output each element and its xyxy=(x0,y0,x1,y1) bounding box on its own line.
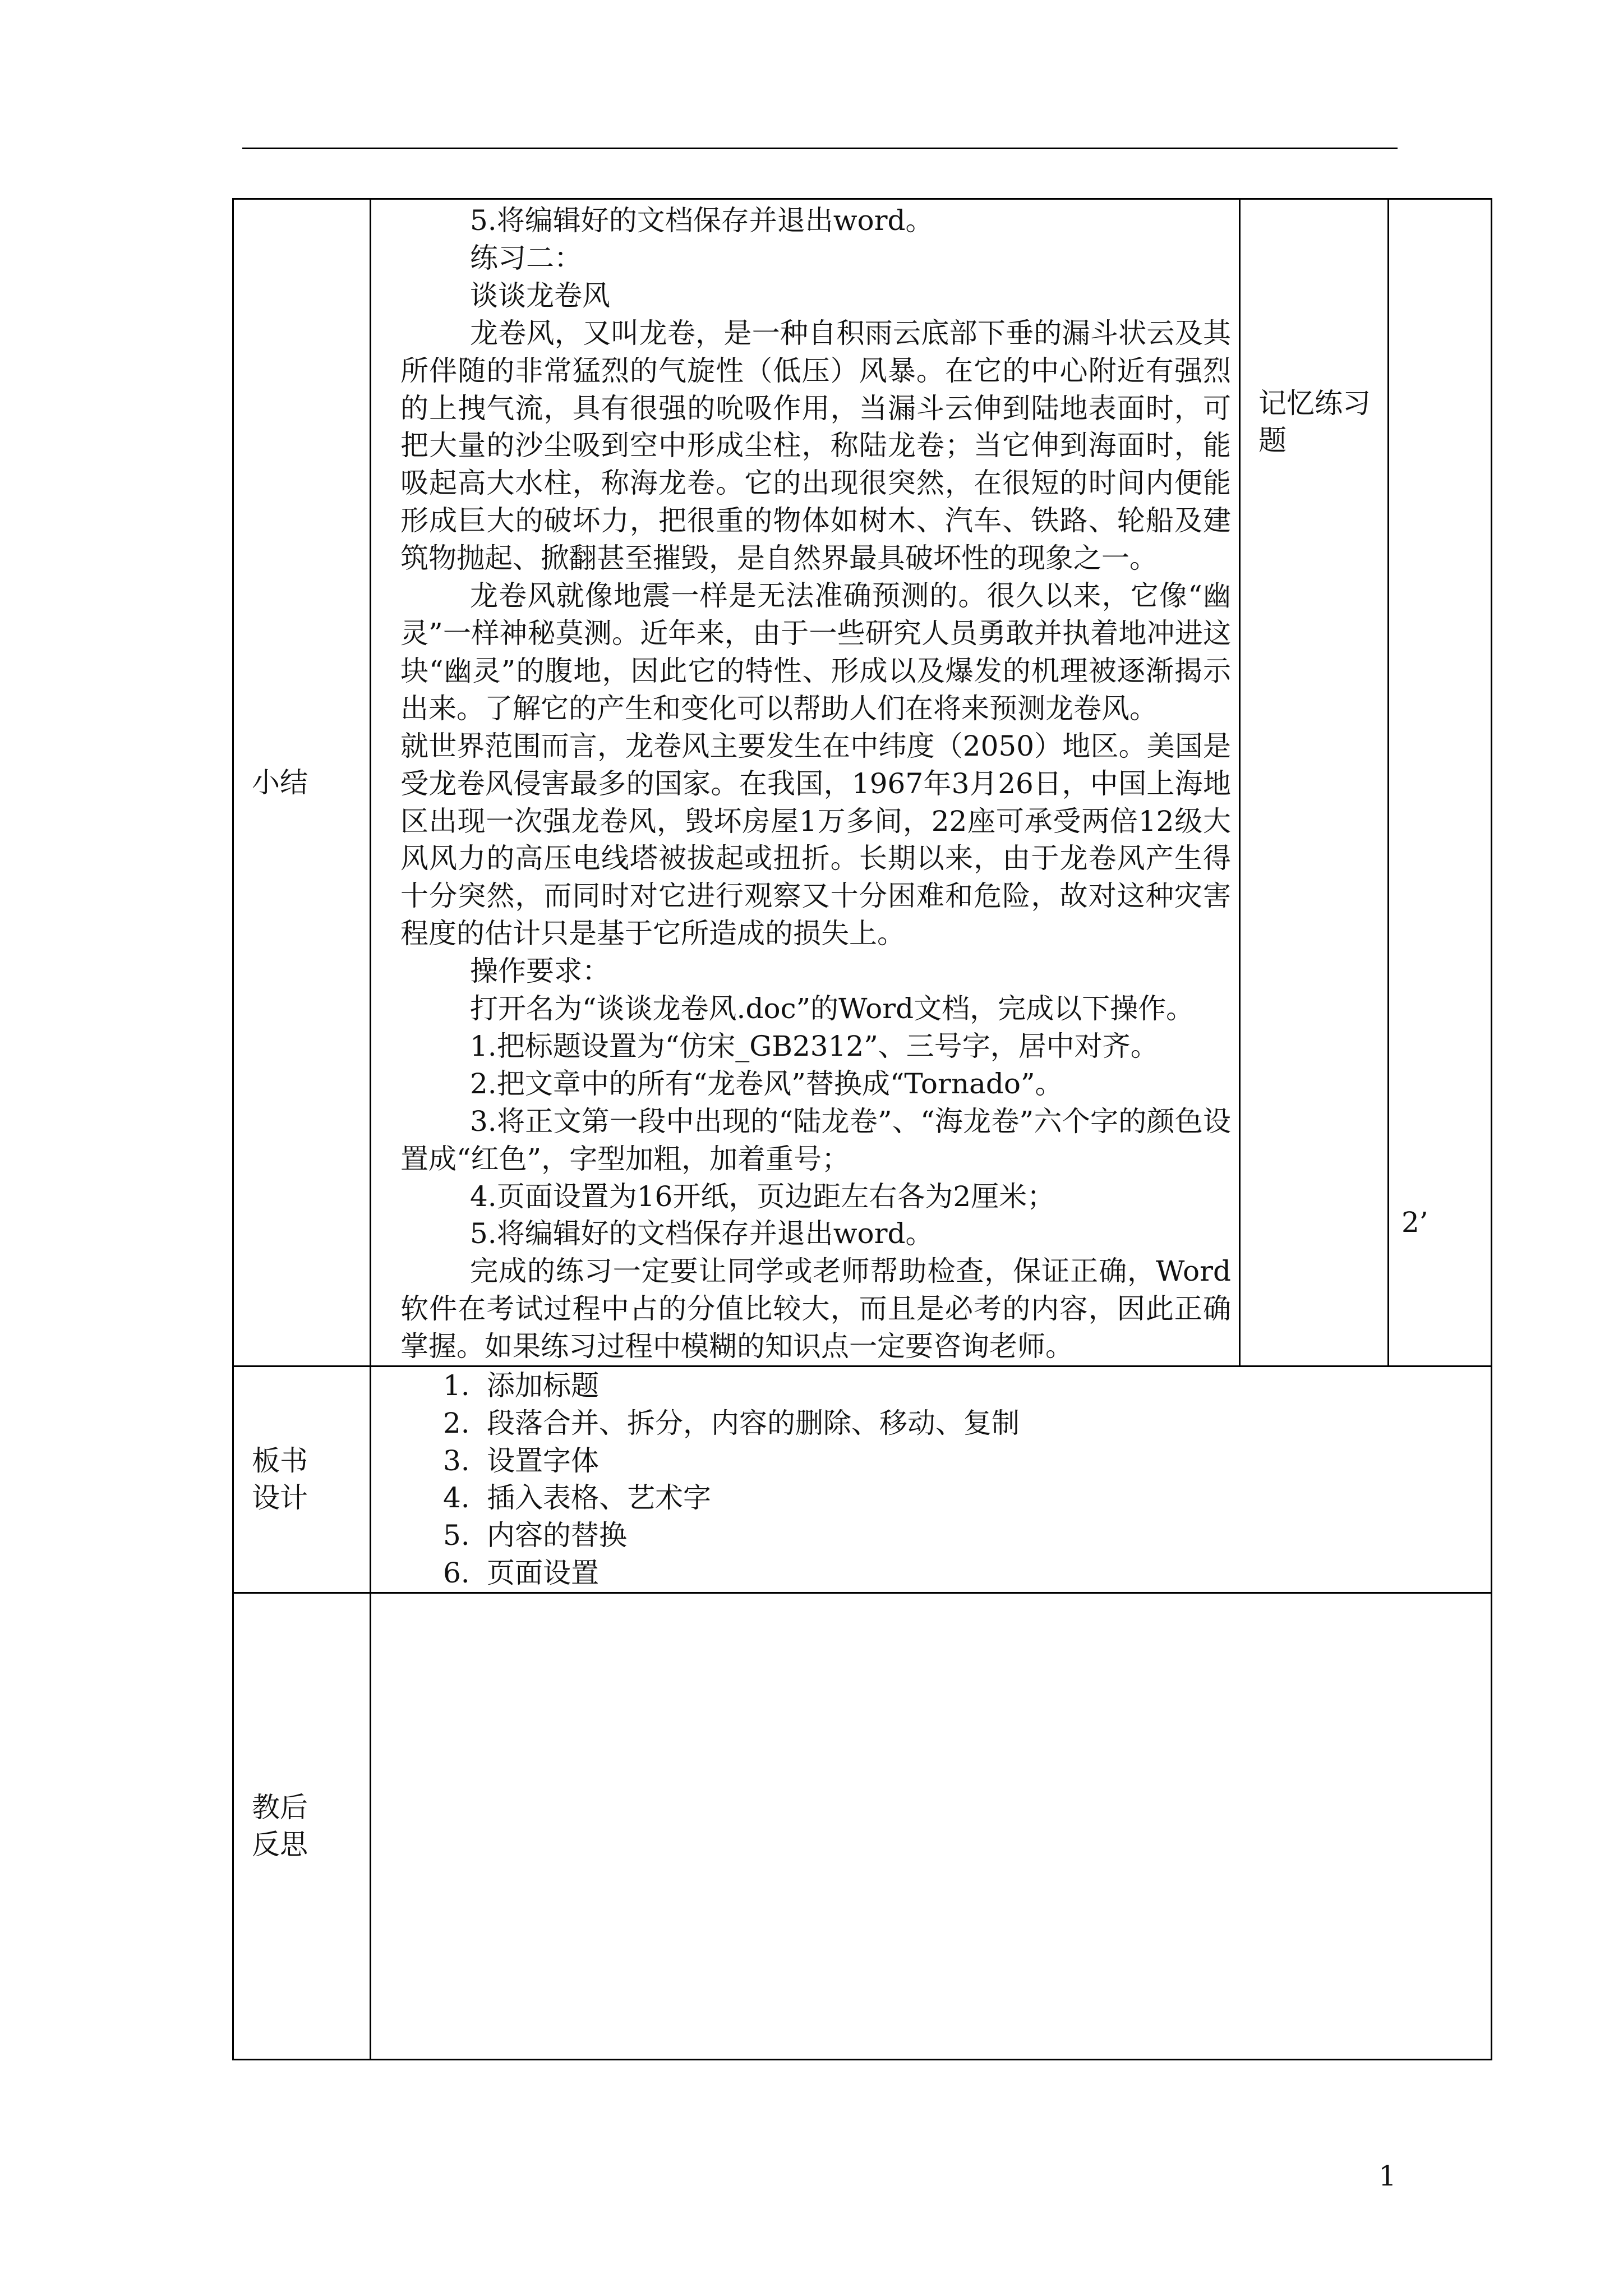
board-label-cell xyxy=(233,1366,371,1593)
reflection-label-line1: 教后 xyxy=(252,1791,308,1824)
list-item xyxy=(443,1442,1491,1480)
lesson-plan-table xyxy=(232,198,1492,2060)
board-content-cell xyxy=(371,1366,1492,1593)
step-5-text: 5.将编辑好的文档保存并退出word。 xyxy=(470,204,934,237)
board-list xyxy=(371,1367,1491,1592)
summary-row xyxy=(233,199,1492,1366)
list-item-text: 设置字体 xyxy=(487,1444,599,1477)
summary-label-cell xyxy=(233,199,371,1366)
article-paragraph-2: 龙卷风就像地震一样是无法准确预测的。很久以来，它像“幽灵”一样神秘莫测。近年来，由于一些研究人员勇敢并执着地冲进这块“幽灵”的腹地，因此它的特性、形成以及爆发的机理被逐渐揭示出来。了解它的产生和变化可以帮助人们在将来预测龙卷风。 xyxy=(400,579,1231,725)
summary-content-cell xyxy=(371,199,1240,1366)
summary-label: 小结 xyxy=(252,766,308,799)
method-text: 记忆练习题 xyxy=(1258,387,1371,457)
requirement-4: 4.页面设置为16开纸，页边距左右各为2厘米； xyxy=(470,1180,1055,1213)
page-number: 1 xyxy=(1378,2160,1396,2192)
requirement-2: 2.把文章中的所有“龙卷风”替换成“Tornado”。 xyxy=(470,1067,1063,1100)
reflection-label xyxy=(234,1789,370,1863)
time-cell xyxy=(1389,199,1492,1366)
list-item-number: 3. xyxy=(443,1444,470,1477)
article-title: 谈谈龙卷风 xyxy=(470,279,610,312)
reflection-row xyxy=(233,1593,1492,2059)
board-label xyxy=(234,1442,370,1516)
board-label-line2: 设计 xyxy=(252,1481,308,1515)
requirement-1: 1.把标题设置为“仿宋_GB2312”、三号字，居中对齐。 xyxy=(470,1029,1159,1062)
header-rule xyxy=(242,148,1398,149)
list-item-text: 插入表格、艺术字 xyxy=(487,1481,711,1515)
list-item-number: 1. xyxy=(443,1369,470,1402)
time-text: 2’ xyxy=(1401,1206,1428,1239)
board-row xyxy=(233,1366,1492,1593)
list-item xyxy=(443,1517,1491,1554)
requirement-3: 3.将正文第一段中出现的“陆龙卷”、“海龙卷”六个字的颜色设置成“红色”，字型加粗，加着重号； xyxy=(400,1105,1231,1175)
list-item-text: 段落合并、拆分，内容的删除、移动、复制 xyxy=(487,1406,1020,1439)
list-item-number: 4. xyxy=(443,1481,470,1515)
requirements-intro: 打开名为“谈谈龙卷风.doc”的Word文档，完成以下操作。 xyxy=(470,992,1195,1025)
summary-content xyxy=(371,200,1239,1365)
list-item-number: 2. xyxy=(443,1406,470,1439)
board-label-line1: 板书 xyxy=(252,1444,308,1478)
list-item xyxy=(443,1479,1491,1517)
list-item-text: 内容的替换 xyxy=(487,1519,627,1552)
article-paragraph-1: 龙卷风，又叫龙卷，是一种自积雨云底部下垂的漏斗状云及其所伴随的非常猛烈的气旋性（低压）风暴。在它的中心附近有强烈的上拽气流，具有很强的吮吸作用，当漏斗云伸到陆地表面时，可把大量的沙尘吸到空中形成尘柱，称陆龙卷；当它伸到海面时，能吸起高大水柱，称海龙卷。它的出现很突然，在很短的时间内便能形成巨大的破坏力，把很重的物体如树木、汽车、铁路、轮船及建筑物抛起、掀翻甚至摧毁，是自然界最具破坏性的现象之一。 xyxy=(400,316,1231,575)
list-item xyxy=(443,1554,1491,1592)
requirement-5: 5.将编辑好的文档保存并退出word。 xyxy=(470,1217,934,1250)
reflection-label-line2: 反思 xyxy=(252,1828,308,1861)
method-cell xyxy=(1240,199,1389,1366)
list-item-text: 页面设置 xyxy=(487,1557,599,1590)
list-item xyxy=(443,1367,1491,1405)
reflection-label-cell xyxy=(233,1593,371,2059)
list-item xyxy=(443,1405,1491,1442)
requirements-heading: 操作要求： xyxy=(470,955,610,988)
list-item-number: 5. xyxy=(443,1519,470,1552)
article-paragraph-3: 就世界范围而言，龙卷风主要发生在中纬度（2050）地区。美国是受龙卷风侵害最多的国家。在我国，1967年3月26日，中国上海地区出现一次强龙卷风，毁坏房屋1万多间，22座可承受两倍12级大风风力的高压电线塔被拔起或扭折。长期以来，由于龙卷风产生得十分突然，而同时对它进行观察又十分困难和危险，故对这种灾害程度的估计只是基于它所造成的损失上。 xyxy=(400,729,1231,950)
reflection-content-cell xyxy=(371,1593,1492,2059)
closing-note: 完成的练习一定要让同学或老师帮助检查，保证正确，Word软件在考试过程中占的分值比较大，而且是必考的内容，因此正确掌握。如果练习过程中模糊的知识点一定要咨询老师。 xyxy=(400,1255,1231,1363)
exercise-two-heading: 练习二： xyxy=(470,241,582,274)
list-item-text: 添加标题 xyxy=(487,1369,599,1402)
list-item-number: 6. xyxy=(443,1557,470,1590)
